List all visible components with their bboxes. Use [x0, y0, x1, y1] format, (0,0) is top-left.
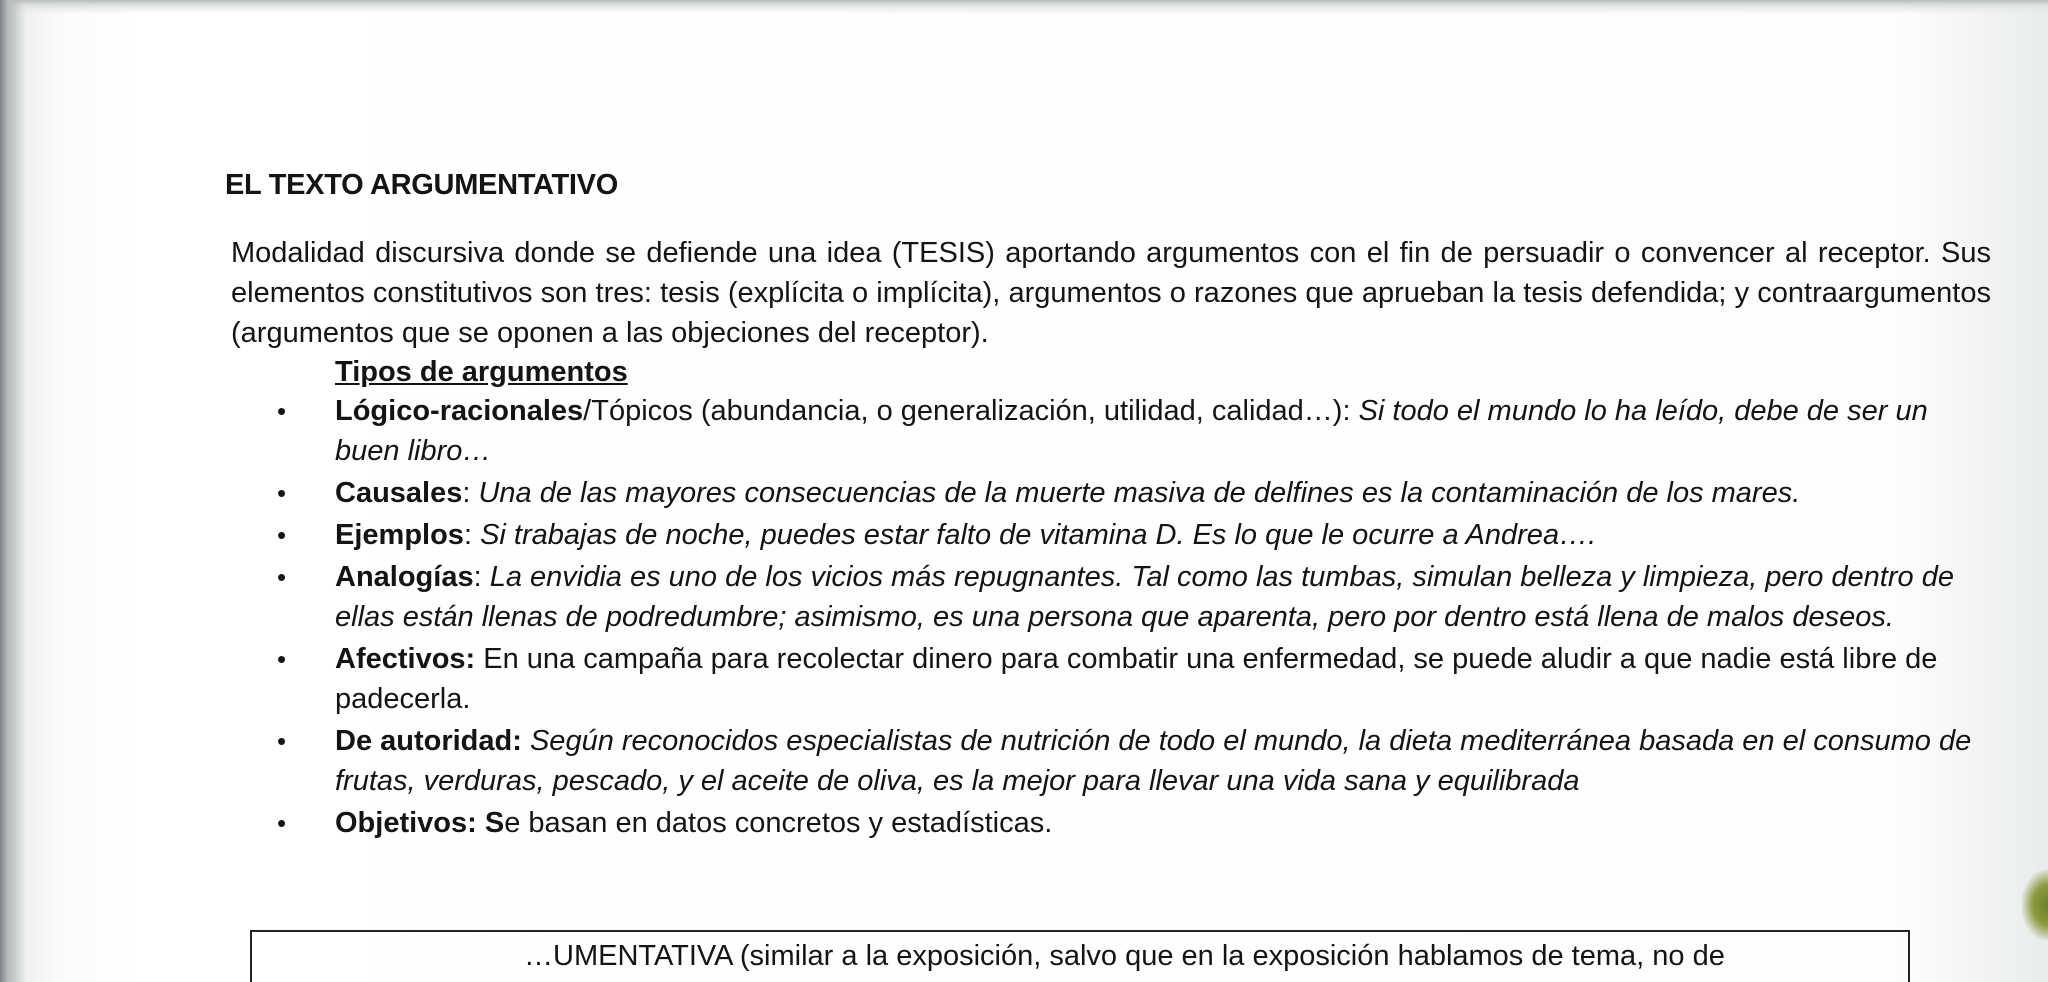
- argument-term: Objetivos: S: [335, 807, 505, 839]
- argument-term: De autoridad:: [335, 725, 522, 757]
- argument-term: Lógico-racionales: [335, 395, 584, 427]
- argument-example: Una de las mayores consecuencias de la muerte masiva de delfines es la contaminación de los mares.: [478, 477, 1801, 509]
- argument-text: En una campaña para recolectar dinero para combatir una enfermedad, se puede aludir a que nadie está libre de padecerla.: [335, 643, 1938, 715]
- bottom-boxed-note: [250, 930, 1910, 982]
- bottom-box-text: …UMENTATIVA (similar a la exposición, salvo que en la exposición hablamos de tema, no de: [524, 940, 1725, 972]
- argument-item-objetivos: [277, 803, 1985, 843]
- argument-item-causales: [277, 473, 1985, 513]
- argument-item-analogias: [277, 557, 1985, 637]
- bullet-icon: •: [277, 808, 287, 838]
- leaf-edge-mark: [2022, 870, 2048, 940]
- argument-text: :: [462, 477, 479, 509]
- intro-paragraph: Modalidad discursiva donde se defiende una idea (TESIS) aportando argumentos con el fin de persuadir o convencer al receptor. Sus elementos constitutivos son tres: tesis (explícita o implícita), argumentos o razones que aprueban la tesis defendida; y contraargumentos (argumentos que se oponen a las objeciones del receptor).: [231, 237, 1991, 349]
- page-left-edge: [0, 0, 26, 982]
- page-top-shadow: [0, 0, 2048, 14]
- argument-text: [522, 725, 530, 757]
- bullet-icon: •: [277, 562, 287, 592]
- argument-item-autoridad: [277, 721, 1985, 801]
- argument-text: e basan en datos concretos y estadísticas.: [504, 807, 1053, 839]
- argument-text: /Tópicos (abundancia, o generalización, utilidad, calidad…):: [583, 395, 1359, 427]
- bullet-icon: •: [277, 396, 287, 426]
- argument-item-afectivos: [277, 639, 1985, 719]
- argument-term: Causales: [335, 477, 463, 509]
- document-content: [225, 165, 1995, 845]
- argument-example: Si trabajas de noche, puedes estar falto de vitamina D. Es lo que le ocurre a Andrea….: [480, 519, 1597, 551]
- argument-term: Analogías: [335, 561, 474, 593]
- argument-term: Ejemplos: [335, 519, 464, 551]
- document-title: EL TEXTO ARGUMENTATIVO: [225, 169, 618, 201]
- bullet-icon: •: [277, 478, 287, 508]
- argument-text: :: [463, 519, 481, 551]
- argument-example: Si todo el mundo lo ha leído, debe de ser un buen libro…: [335, 395, 1928, 467]
- bullet-icon: •: [277, 726, 287, 756]
- argument-item-logico: [277, 391, 1985, 471]
- bullet-icon: •: [277, 520, 287, 550]
- argument-text: :: [473, 561, 490, 593]
- argument-types-heading: Tipos de argumentos: [335, 356, 628, 388]
- argument-term: Afectivos:: [335, 643, 476, 675]
- argument-item-ejemplos: [277, 515, 1985, 555]
- argument-list: [277, 391, 1985, 843]
- argument-example: La envidia es uno de los vicios más repugnantes. Tal como las tumbas, simulan belleza y limpieza, pero dentro de ellas están llenas de podredumbre; asimismo, es una persona que aparenta, pero por dentro está llena de malos deseos.: [335, 561, 1954, 633]
- argument-types-section: [277, 353, 1985, 843]
- bullet-icon: •: [277, 644, 287, 674]
- argument-example: Según reconocidos especialistas de nutrición de todo el mundo, la dieta mediterránea basada en el consumo de frutas, verduras, pescado, y el aceite de oliva, es la mejor para llevar una vida sana y equilibrada: [335, 725, 1972, 797]
